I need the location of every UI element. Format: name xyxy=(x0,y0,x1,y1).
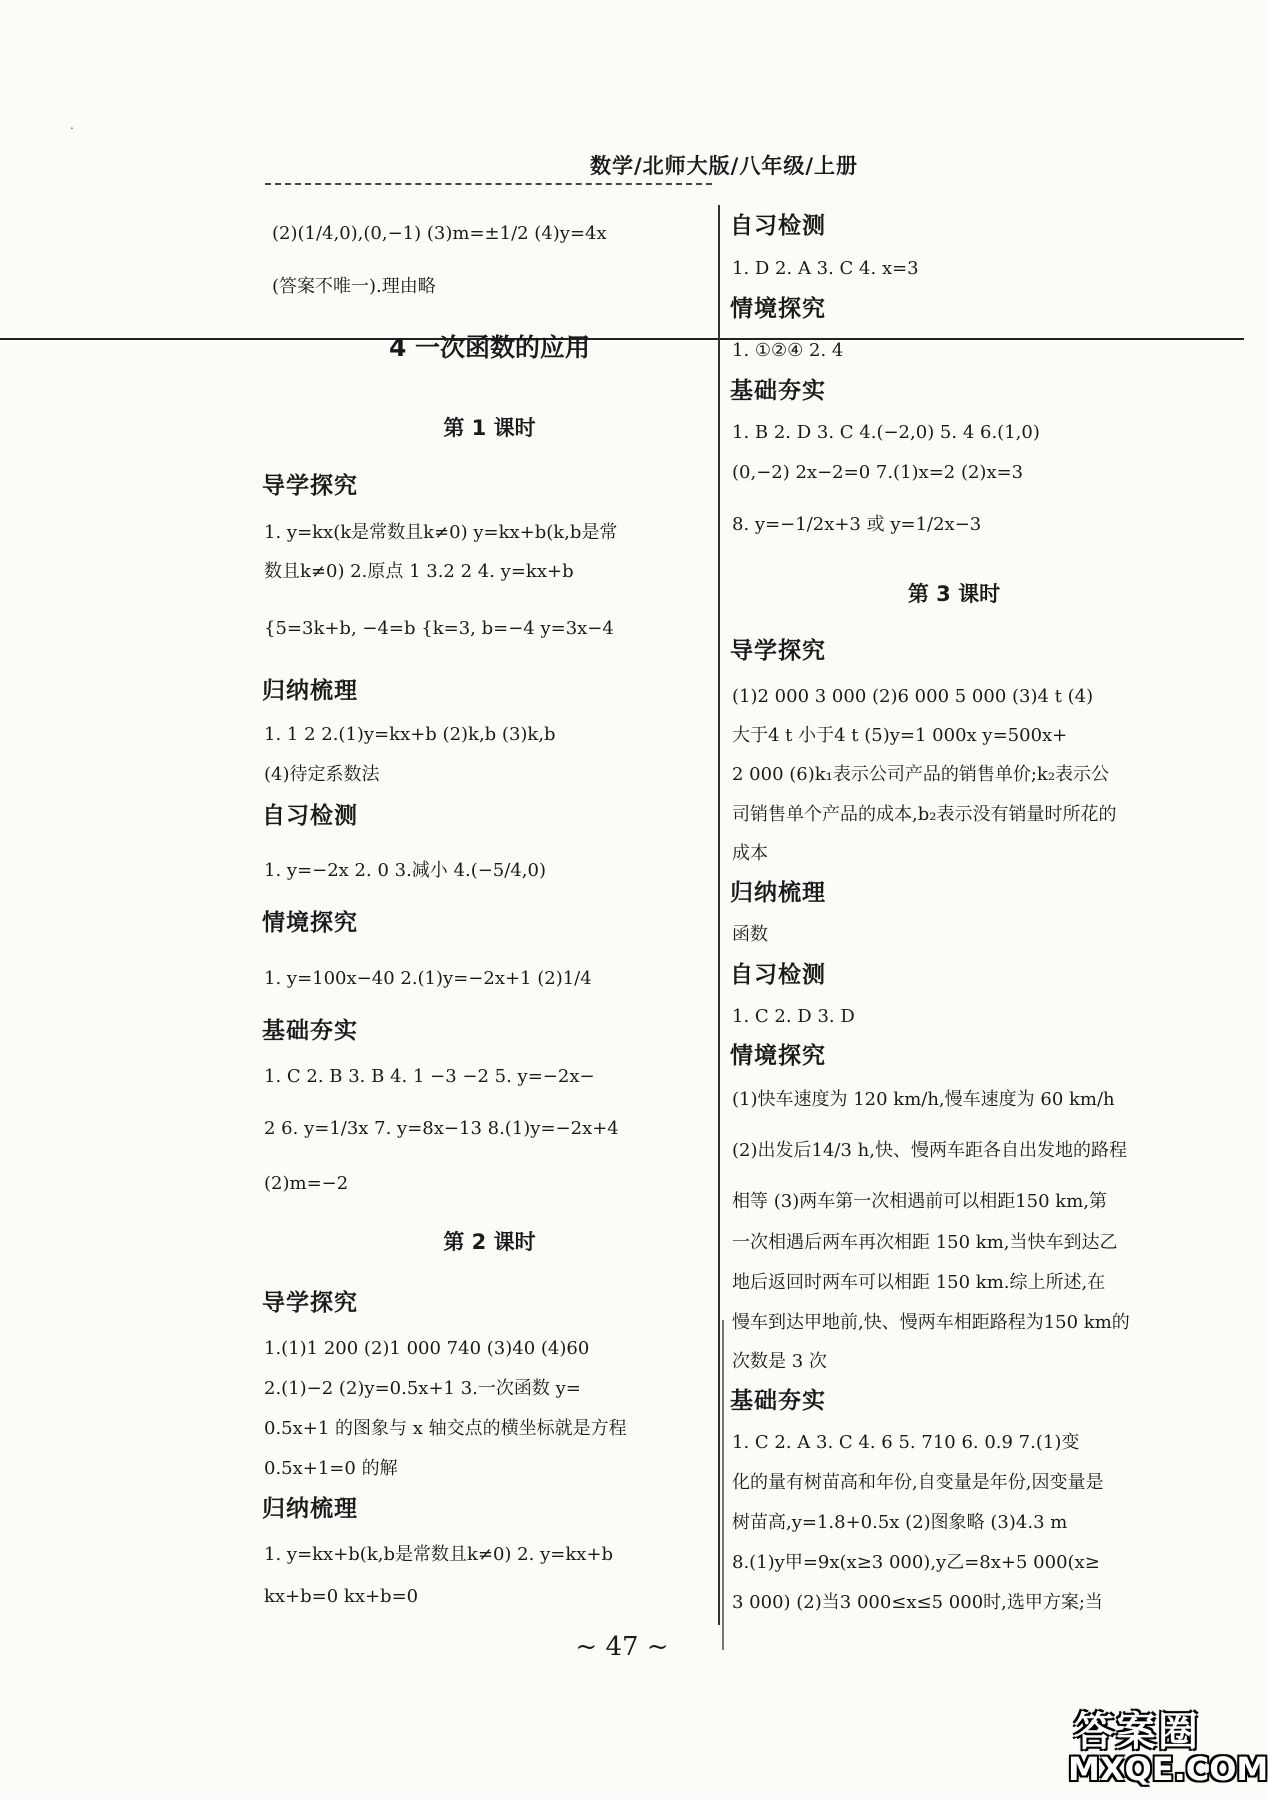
answer-line: 1. y=kx+b(k,b是常数且k≠0) 2. y=kx+b xyxy=(264,1544,613,1565)
answer-line: 函数 xyxy=(732,924,768,945)
section-heading: 自习检测 xyxy=(730,213,826,239)
answer-line: (0,−2) 2x−2=0 7.(1)x=2 (2)x=3 xyxy=(732,462,1024,483)
answer-line: 1. C 2. D 3. D xyxy=(732,1006,855,1027)
answer-line: 2 000 (6)k₁表示公司产品的销售单价;k₂表示公 xyxy=(732,764,1110,785)
page-number: ~ 47 ~ xyxy=(575,1632,669,1662)
section-heading: 自习检测 xyxy=(262,803,358,829)
answer-line: 1.(1)1 200 (2)1 000 740 (3)40 (4)60 xyxy=(264,1338,590,1359)
column-divider-lower xyxy=(722,1320,724,1650)
section-heading: 基础夯实 xyxy=(730,378,826,404)
section-heading: 情境探究 xyxy=(730,1043,826,1069)
intro-line-2: (答案不唯一).理由略 xyxy=(272,276,436,297)
lesson-3-title: 第 3 课时 xyxy=(907,582,1001,606)
column-divider xyxy=(718,205,720,1625)
answer-line: 成本 xyxy=(732,843,768,864)
answer-line: 一次相遇后两车再次相距 150 km,当快车到达乙 xyxy=(732,1232,1118,1253)
section-heading: 归纳梳理 xyxy=(730,880,826,906)
watermark-bottom-text: MXQE.COM xyxy=(1068,1750,1268,1788)
answer-line: 0.5x+1 的图象与 x 轴交点的横坐标就是方程 xyxy=(264,1418,627,1439)
section-heading: 基础夯实 xyxy=(730,1388,826,1414)
answer-line: 地后返回时两车可以相距 150 km.综上所述,在 xyxy=(732,1272,1106,1293)
lesson-1-title: 第 1 课时 xyxy=(443,416,536,440)
section-heading: 情境探究 xyxy=(262,910,358,936)
answer-line: 0.5x+1=0 的解 xyxy=(264,1458,398,1479)
section-heading: 归纳梳理 xyxy=(262,678,358,704)
watermark-top-text: 答案圈 xyxy=(1074,1709,1200,1755)
header-dash-line xyxy=(265,183,712,185)
answer-line: 8.(1)y甲=9x(x≥3 000),y乙=8x+5 000(x≥ xyxy=(732,1552,1100,1573)
section-heading: 导学探究 xyxy=(262,473,358,499)
answer-line: 1. D 2. A 3. C 4. x=3 xyxy=(732,258,919,279)
answer-line: 1. C 2. B 3. B 4. 1 −3 −2 5. y=−2x− xyxy=(264,1066,595,1087)
lesson-2-title: 第 2 课时 xyxy=(443,1230,536,1254)
watermark-logo xyxy=(1064,1700,1268,1788)
answer-line: 1. B 2. D 3. C 4.(−2,0) 5. 4 6.(1,0) xyxy=(732,422,1040,443)
answer-line: (2)m=−2 xyxy=(264,1173,349,1194)
answer-line: 1. ①②④ 2. 4 xyxy=(732,340,844,361)
answer-line: 相等 (3)两车第一次相遇前可以相距150 km,第 xyxy=(732,1191,1107,1212)
answer-line: 1. C 2. A 3. C 4. 6 5. 710 6. 0.9 7.(1)变 xyxy=(732,1432,1080,1453)
answer-line: 2 6. y=1/3x 7. y=8x−13 8.(1)y=−2x+4 xyxy=(264,1118,619,1139)
section-heading: 归纳梳理 xyxy=(262,1496,358,1522)
answer-line: 1. y=100x−40 2.(1)y=−2x+1 (2)1/4 xyxy=(264,968,592,989)
page-header: 数学/北师大版/八年级/上册 xyxy=(590,154,859,178)
section-heading: 自习检测 xyxy=(730,962,826,988)
answer-line: 司销售单个产品的成本,b₂表示没有销量时所花的 xyxy=(732,804,1117,825)
answer-line: kx+b=0 kx+b=0 xyxy=(264,1586,419,1607)
answer-line: 2.(1)−2 (2)y=0.5x+1 3.一次函数 y= xyxy=(264,1378,581,1399)
answer-line: 8. y=−1/2x+3 或 y=1/2x−3 xyxy=(732,514,982,535)
section-heading: 情境探究 xyxy=(730,296,826,322)
answer-line: 慢车到达甲地前,快、慢两车相距路程为150 km的 xyxy=(732,1312,1130,1333)
answer-line: (1)快车速度为 120 km/h,慢车速度为 60 km/h xyxy=(732,1089,1115,1110)
answer-line: {5=3k+b, −4=b {k=3, b=−4 y=3x−4 xyxy=(264,618,614,639)
scan-speck: . xyxy=(70,118,74,132)
section-heading: 导学探究 xyxy=(262,1290,358,1316)
section-heading: 基础夯实 xyxy=(262,1018,358,1044)
answer-line: 化的量有树苗高和年份,自变量是年份,因变量是 xyxy=(732,1472,1104,1493)
answer-line: 树苗高,y=1.8+0.5x (2)图象略 (3)4.3 m xyxy=(732,1512,1068,1533)
answer-line: 1. y=kx(k是常数且k≠0) y=kx+b(k,b是常 xyxy=(264,522,618,543)
answer-line: 3 000) (2)当3 000≤x≤5 000时,选甲方案;当 xyxy=(732,1592,1103,1613)
section-heading: 导学探究 xyxy=(730,638,826,664)
answer-line: (1)2 000 3 000 (2)6 000 5 000 (3)4 t (4) xyxy=(732,686,1094,707)
chapter-title: 4 一次函数的应用 xyxy=(388,333,591,362)
answer-line: 次数是 3 次 xyxy=(732,1351,827,1372)
intro-line-1: (2)(1/4,0),(0,−1) (3)m=±1/2 (4)y=4x xyxy=(272,223,607,244)
answer-line: 1. 1 2 2.(1)y=kx+b (2)k,b (3)k,b xyxy=(264,724,556,745)
answer-line: 1. y=−2x 2. 0 3.减小 4.(−5/4,0) xyxy=(264,860,546,881)
answer-line: 大于4 t 小于4 t (5)y=1 000x y=500x+ xyxy=(732,725,1068,746)
answer-line: (4)待定系数法 xyxy=(264,764,380,785)
answer-line: (2)出发后14/3 h,快、慢两车距各自出发地的路程 xyxy=(732,1140,1127,1161)
answer-line: 数且k≠0) 2.原点 1 3.2 2 4. y=kx+b xyxy=(264,561,574,582)
